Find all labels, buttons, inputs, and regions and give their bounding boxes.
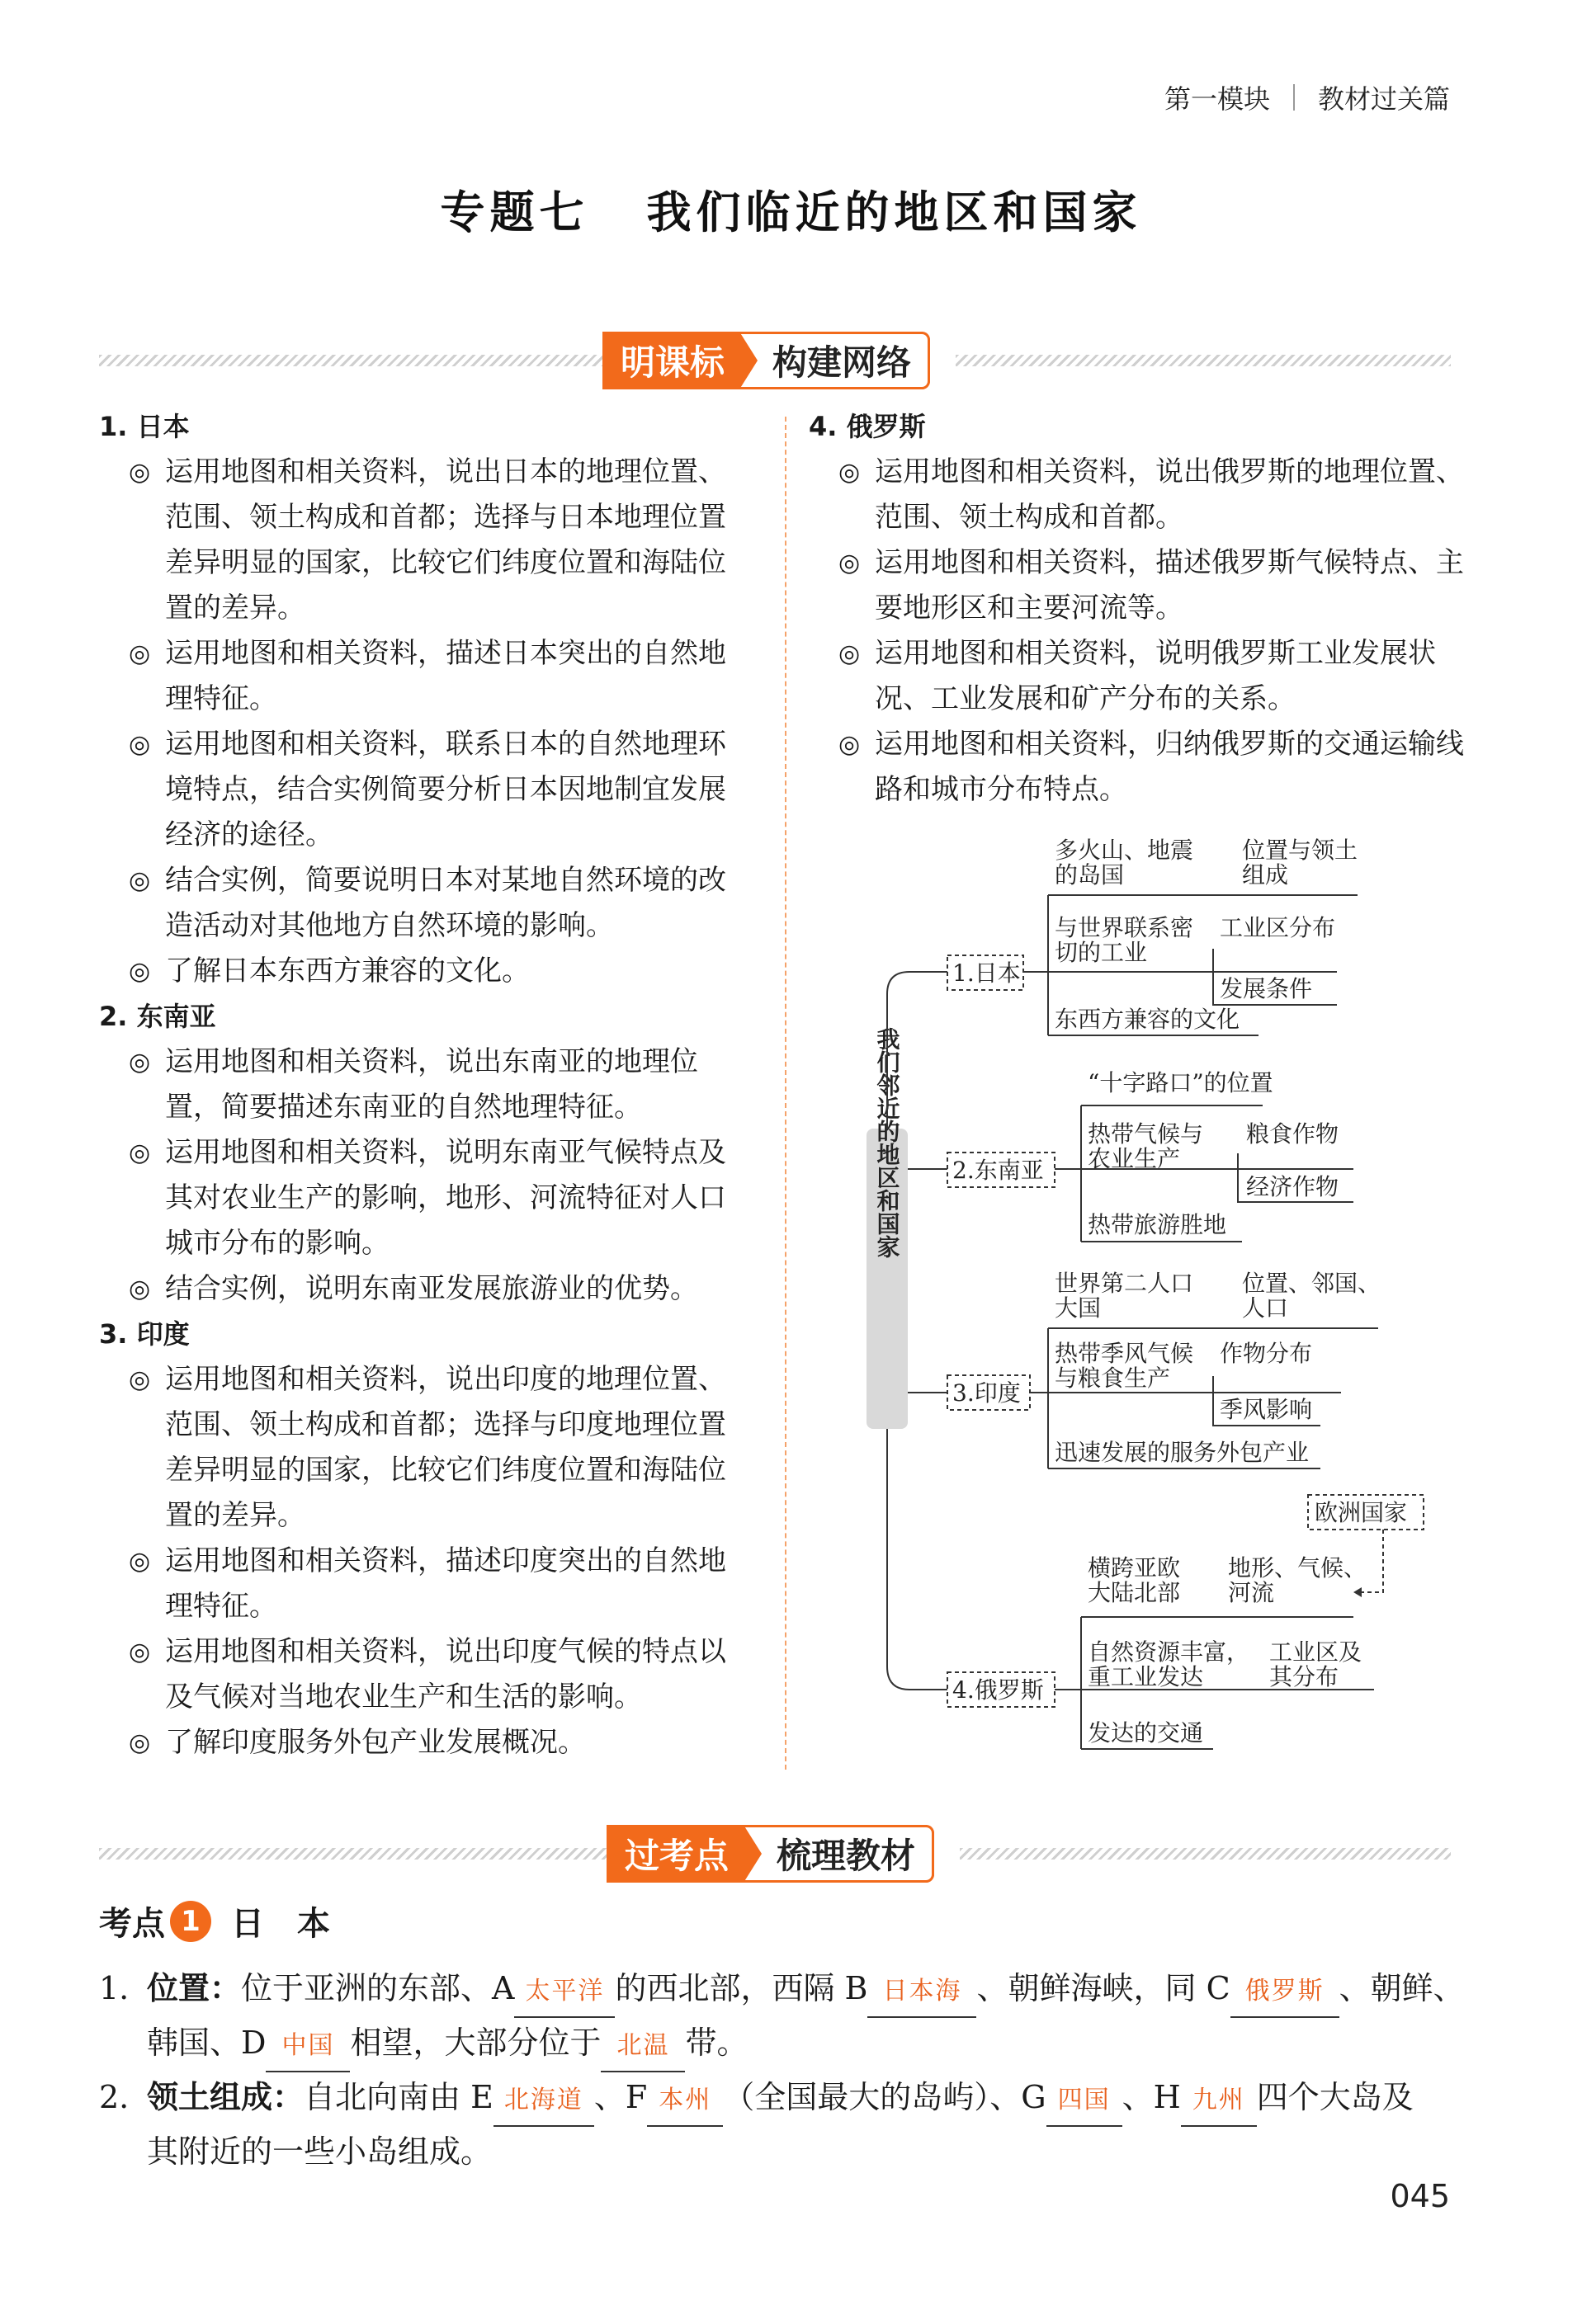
kaodian-label: 考点 [99,1905,165,1943]
arrow-icon [1353,1587,1362,1597]
mindmap-node-label: 4.俄罗斯 [952,1676,1044,1704]
bullet-icon: ◎ [838,639,861,668]
mindmap-text: 与世界联系密 [1055,914,1194,941]
banner-left-label: 过考点 [607,1825,744,1883]
list-item: ◎ 结合实例，简要说明日本对某地自然环境的改造活动对其他地方自然环境的影响。 [129,858,751,949]
mindmap-text: 热带季风气候 [1055,1340,1194,1367]
answer-blank: 九州 [1181,2076,1257,2127]
answer-blank: 四国 [1046,2076,1122,2127]
bullet-icon: ◎ [838,549,861,577]
mindmap-text: 多火山、地震 [1055,837,1194,864]
bullet-icon: ◎ [129,1728,151,1757]
answer-blank: 中国 [266,2021,350,2072]
kaodian-name: 日 本 [231,1905,330,1943]
question-number: 2. [99,2079,130,2115]
answer-blank: 太平洋 [514,1967,615,2018]
bullet-icon: ◎ [129,730,151,759]
header-divider [1293,84,1295,111]
mindmap-text: 工业区分布 [1220,914,1336,941]
list-item: ◎ 运用地图和相关资料，说出日本的地理位置、范围、领土构成和首都；选择与日本地理位置差异明显的国家，比较它们纬度位置和海陆位置的差异。 [129,450,751,631]
question-key: 领土组成： [147,2079,305,2115]
answer-blank: 日本海 [867,1967,976,2018]
mindmap-text: 作物分布 [1220,1340,1313,1367]
mindmap-text: 工业区及 [1269,1638,1362,1666]
banner-right-label: 构建网络 [739,332,930,389]
mindmap-text: 经济作物 [1246,1173,1339,1200]
page-title [0,177,1582,241]
answer-blank: 本州 [647,2076,723,2127]
mindmap-text: 大国 [1055,1294,1102,1322]
mindmap-text: 农业生产 [1088,1145,1181,1172]
list-item: ◎ 运用地图和相关资料，说明东南亚气候特点及其对农业生产的影响，地形、河流特征对人口城市分布的影响。 [129,1130,751,1266]
section-title: 1. 日本 [99,411,190,442]
list-item: ◎ 了解日本东西方兼容的文化。 [129,949,751,994]
answer-blank: 北温 [601,2021,685,2072]
mindmap-text: 大陆北部 [1088,1579,1181,1606]
section-southeast-asia [99,994,751,1312]
mindmap-connector [887,1429,947,1690]
column-divider [785,417,786,1770]
kaodian-heading [99,1897,330,1945]
mindmap-text: 粮食作物 [1246,1120,1339,1148]
mindmap-text: 横跨亚欧 [1088,1554,1181,1582]
bullet-icon: ◎ [129,866,151,895]
banner-left-label: 明课标 [602,332,739,389]
banner-divider-left [99,1848,607,1860]
banner-divider-right [960,1848,1451,1860]
mindmap-text: 地形、气候、 [1228,1554,1367,1582]
bullet-icon: ◎ [129,639,151,668]
bullet-icon: ◎ [129,1138,151,1167]
mindmap-text: 季风影响 [1220,1396,1313,1423]
section-japan [99,404,751,994]
section-banner-textbook [607,1825,934,1883]
answer-blank: 北海道 [493,2076,594,2127]
banner-divider-right [956,355,1451,366]
running-header [1164,78,1450,116]
list-item: ◎ 运用地图和相关资料，说出印度气候的特点以及气候对当地农业生产和生活的影响。 [129,1629,751,1720]
mindmap-node-label: 1.日本 [952,959,1021,987]
section-title: 3. 印度 [99,1318,190,1350]
list-item: ◎ 运用地图和相关资料，说出俄罗斯的地理位置、范围、领土构成和首都。 [838,450,1469,540]
bullet-icon: ◎ [129,1275,151,1303]
banner-divider-left [99,355,602,366]
section-russia [809,404,1469,813]
mindmap-text: 河流 [1228,1579,1275,1606]
bullet-icon: ◎ [129,1048,151,1077]
mindmap-text: “十字路口”的位置 [1088,1069,1273,1096]
mindmap-text: 东西方兼容的文化 [1055,1006,1240,1033]
question-1: 1. 位置：位于亚洲的东部、A 太平洋 的西北部，西隔 B 日本海 、朝鲜海峡，同 C 俄罗斯 、朝鲜、 韩国、D 中国 相望，大部分位于 北温 带。 2. 领土组成：自北向南由 E 北海道 、F 本州 （全国最大的岛屿）、G 四国 、H 九州 四个大岛及 其附近的一些小岛组成。 [99,1963,1477,2176]
kaodian-number-badge: 1 [170,1901,211,1942]
section-title: 2. 东南亚 [99,1001,216,1032]
mindmap-text: 热带气候与 [1088,1120,1204,1148]
right-column [809,404,1469,813]
section-title: 4. 俄罗斯 [809,411,926,442]
bullet-icon: ◎ [838,730,861,759]
list-item: ◎ 运用地图和相关资料，说明俄罗斯工业发展状况、工业发展和矿产分布的关系。 [838,631,1469,722]
mindmap-root-label: 我们邻近的地区和国家 [873,1027,901,1258]
list-item: ◎ 运用地图和相关资料，联系日本的自然地理环境特点，结合实例简要分析日本因地制宜发展经济的途径。 [129,722,751,858]
list-item: ◎ 结合实例，说明东南亚发展旅游业的优势。 [129,1266,751,1312]
mind-map [825,825,1452,1747]
mindmap-text: 发展条件 [1220,975,1313,1002]
bullet-icon: ◎ [129,1638,151,1666]
mindmap-text: 的岛国 [1055,861,1125,889]
list-item: ◎ 运用地图和相关资料，描述日本突出的自然地理特征。 [129,631,751,722]
mindmap-node-label: 2.东南亚 [952,1157,1044,1184]
list-item: ◎ 运用地图和相关资料，说出东南亚的地理位置，简要描述东南亚的自然地理特征。 [129,1039,751,1130]
section-banner-curriculum [602,332,930,389]
bullet-icon: ◎ [129,957,151,986]
mindmap-node-label: 3.印度 [952,1379,1021,1407]
mindmap-text: 世界第二人口 [1055,1270,1194,1297]
bullet-icon: ◎ [838,458,861,487]
list-item: ◎ 了解印度服务外包产业发展概况。 [129,1720,751,1765]
mindmap-text: 与粮食生产 [1055,1365,1171,1392]
mindmap-text: 热带旅游胜地 [1088,1211,1227,1238]
mindmap-text: 位置与领土 [1242,837,1358,864]
mindmap-text: 组成 [1242,861,1289,889]
mindmap-text: 重工业发达 [1088,1663,1204,1690]
mindmap-text: 迅速发展的服务外包产业 [1055,1439,1310,1466]
list-item: ◎ 运用地图和相关资料，归纳俄罗斯的交通运输线路和城市分布特点。 [838,722,1469,813]
mindmap-text: 其分布 [1269,1663,1339,1690]
bullet-icon: ◎ [129,1365,151,1394]
list-item: ◎ 运用地图和相关资料，描述印度突出的自然地理特征。 [129,1539,751,1629]
mindmap-text: 欧洲国家 [1315,1499,1408,1526]
page-number: 045 [1390,2178,1450,2214]
section-india [99,1312,751,1765]
header-module: 第一模块 [1164,83,1270,115]
bullet-icon: ◎ [129,1547,151,1576]
mindmap-text: 人口 [1242,1294,1289,1322]
answer-blank: 俄罗斯 [1230,1967,1339,2018]
left-column [99,404,751,1765]
bullet-icon: ◎ [129,458,151,487]
list-item: ◎ 运用地图和相关资料，描述俄罗斯气候特点、主要地形区和主要河流等。 [838,540,1469,631]
mindmap-text: 切的工业 [1055,939,1148,966]
question-number: 1. [99,1970,130,2006]
banner-right-label: 梳理教材 [744,1825,934,1883]
mindmap-text: 自然资源丰富， [1088,1638,1250,1666]
mindmap-text: 发达的交通 [1088,1719,1204,1747]
title-name: 我们临近的地区和国家 [646,186,1142,238]
mindmap-text: 位置、邻国、 [1242,1270,1381,1297]
title-number: 专题七 [440,186,589,238]
header-section: 教材过关篇 [1317,83,1450,115]
list-item: ◎ 运用地图和相关资料，说出印度的地理位置、范围、领土构成和首都；选择与印度地理位置差异明显的国家，比较它们纬度位置和海陆位置的差异。 [129,1357,751,1539]
question-key: 位置： [147,1970,242,2006]
